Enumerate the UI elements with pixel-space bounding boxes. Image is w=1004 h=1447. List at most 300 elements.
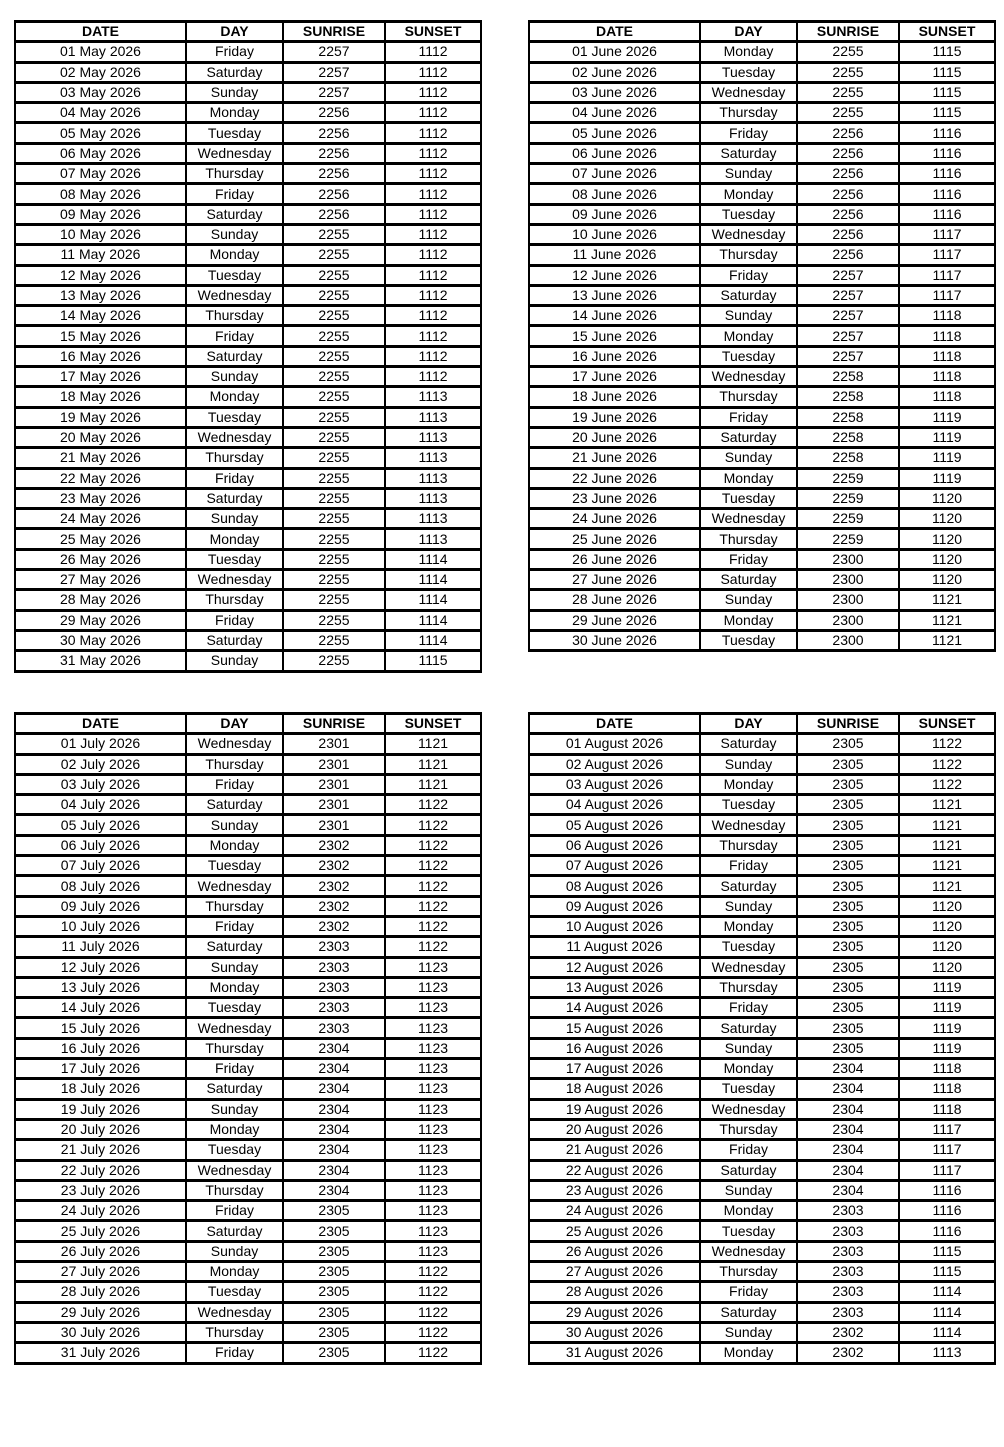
sunset-cell: 1121 xyxy=(899,630,995,650)
sunset-cell: 1121 xyxy=(899,590,995,610)
sunrise-cell: 2256 xyxy=(797,204,899,224)
sunrise-cell: 2255 xyxy=(283,387,385,407)
sunset-cell: 1112 xyxy=(385,204,481,224)
sunrise-cell: 2303 xyxy=(797,1201,899,1221)
date-cell: 30 June 2026 xyxy=(529,630,700,650)
sunset-cell: 1123 xyxy=(385,1018,481,1038)
sunset-cell: 1122 xyxy=(385,1282,481,1302)
table-row xyxy=(529,998,995,1018)
table-row xyxy=(529,529,995,549)
day-cell: Wednesday xyxy=(186,427,283,447)
day-cell: Saturday xyxy=(186,488,283,508)
date-cell: 05 August 2026 xyxy=(529,815,700,835)
date-cell: 24 August 2026 xyxy=(529,1201,700,1221)
sunset-cell: 1123 xyxy=(385,1221,481,1241)
date-cell: 10 August 2026 xyxy=(529,916,700,936)
day-cell: Saturday xyxy=(186,346,283,366)
sunrise-cell: 2255 xyxy=(283,245,385,265)
table-row xyxy=(15,610,481,630)
sunrise-cell: 2257 xyxy=(797,326,899,346)
day-cell: Sunday xyxy=(186,1099,283,1119)
sunrise-cell: 2304 xyxy=(283,1119,385,1139)
sunrise-cell: 2304 xyxy=(283,1079,385,1099)
table-row xyxy=(529,224,995,244)
sunset-cell: 1112 xyxy=(385,62,481,82)
table-row xyxy=(529,468,995,488)
sunrise-cell: 2258 xyxy=(797,427,899,447)
date-cell: 22 July 2026 xyxy=(15,1160,186,1180)
table-row xyxy=(529,937,995,957)
day-cell: Saturday xyxy=(186,62,283,82)
sunrise-cell: 2304 xyxy=(283,1038,385,1058)
table-row xyxy=(529,774,995,794)
date-cell: 08 June 2026 xyxy=(529,184,700,204)
sunset-cell: 1116 xyxy=(899,1180,995,1200)
sunrise-cell: 2255 xyxy=(283,367,385,387)
table-row xyxy=(15,651,481,671)
date-cell: 31 August 2026 xyxy=(529,1343,700,1363)
table-row xyxy=(529,306,995,326)
sunrise-cell: 2257 xyxy=(283,62,385,82)
sunrise-cell: 2256 xyxy=(283,143,385,163)
sunrise-cell: 2305 xyxy=(797,977,899,997)
table-row xyxy=(15,1160,481,1180)
sunset-cell: 1112 xyxy=(385,164,481,184)
day-cell: Friday xyxy=(186,916,283,936)
sunrise-cell: 2304 xyxy=(797,1140,899,1160)
day-cell: Friday xyxy=(186,1201,283,1221)
sunset-cell: 1115 xyxy=(385,651,481,671)
table-row xyxy=(15,1282,481,1302)
date-cell: 06 August 2026 xyxy=(529,835,700,855)
sunrise-cell: 2304 xyxy=(283,1059,385,1079)
day-cell: Tuesday xyxy=(700,62,797,82)
date-cell: 13 July 2026 xyxy=(15,977,186,997)
sunset-cell: 1115 xyxy=(899,1262,995,1282)
day-cell: Sunday xyxy=(700,896,797,916)
table-row xyxy=(15,815,481,835)
date-cell: 23 August 2026 xyxy=(529,1180,700,1200)
sunrise-cell: 2303 xyxy=(797,1282,899,1302)
date-cell: 18 June 2026 xyxy=(529,387,700,407)
table-row xyxy=(15,998,481,1018)
day-cell: Tuesday xyxy=(186,549,283,569)
table-row xyxy=(15,367,481,387)
day-cell: Tuesday xyxy=(186,856,283,876)
date-cell: 07 August 2026 xyxy=(529,856,700,876)
sunrise-cell: 2302 xyxy=(283,856,385,876)
day-cell: Wednesday xyxy=(700,957,797,977)
table-row xyxy=(15,896,481,916)
day-cell: Wednesday xyxy=(186,143,283,163)
sunrise-cell: 2301 xyxy=(283,754,385,774)
day-cell: Sunday xyxy=(700,754,797,774)
table-row xyxy=(15,1018,481,1038)
sunrise-cell: 2256 xyxy=(283,184,385,204)
table-row xyxy=(15,1059,481,1079)
date-cell: 09 June 2026 xyxy=(529,204,700,224)
sunrise-cell: 2256 xyxy=(283,164,385,184)
date-cell: 29 May 2026 xyxy=(15,610,186,630)
day-cell: Thursday xyxy=(700,1262,797,1282)
table-row xyxy=(15,285,481,305)
sunset-cell: 1117 xyxy=(899,224,995,244)
date-cell: 13 June 2026 xyxy=(529,285,700,305)
day-cell: Monday xyxy=(186,977,283,997)
sunset-cell: 1117 xyxy=(899,245,995,265)
sunrise-cell: 2259 xyxy=(797,509,899,529)
table-row xyxy=(529,754,995,774)
sunrise-cell: 2257 xyxy=(283,82,385,102)
day-cell: Thursday xyxy=(186,448,283,468)
date-cell: 28 August 2026 xyxy=(529,1282,700,1302)
sunrise-cell: 2305 xyxy=(797,1038,899,1058)
date-cell: 26 August 2026 xyxy=(529,1241,700,1261)
day-cell: Friday xyxy=(186,468,283,488)
header-row xyxy=(15,22,481,42)
table-row xyxy=(529,610,995,630)
date-cell: 31 July 2026 xyxy=(15,1343,186,1363)
date-cell: 15 August 2026 xyxy=(529,1018,700,1038)
sunset-cell: 1120 xyxy=(899,957,995,977)
day-cell: Monday xyxy=(186,1262,283,1282)
sunset-cell: 1121 xyxy=(899,815,995,835)
sunset-cell: 1112 xyxy=(385,245,481,265)
date-cell: 26 June 2026 xyxy=(529,549,700,569)
date-cell: 24 May 2026 xyxy=(15,509,186,529)
sunset-cell: 1119 xyxy=(899,448,995,468)
date-cell: 10 July 2026 xyxy=(15,916,186,936)
date-cell: 27 June 2026 xyxy=(529,570,700,590)
table-row xyxy=(15,957,481,977)
sunrise-cell: 2304 xyxy=(797,1160,899,1180)
sunrise-cell: 2256 xyxy=(797,184,899,204)
sunset-cell: 1122 xyxy=(385,1302,481,1322)
sunset-cell: 1116 xyxy=(899,1221,995,1241)
sunset-cell: 1114 xyxy=(385,549,481,569)
sunrise-cell: 2305 xyxy=(797,937,899,957)
day-cell: Sunday xyxy=(700,1322,797,1342)
sunrise-cell: 2305 xyxy=(797,1018,899,1038)
column-header-sunrise: SUNRISE xyxy=(283,22,385,42)
sunrise-cell: 2303 xyxy=(797,1302,899,1322)
date-cell: 20 July 2026 xyxy=(15,1119,186,1139)
date-cell: 17 June 2026 xyxy=(529,367,700,387)
column-header-sunrise: SUNRISE xyxy=(797,22,899,42)
day-cell: Monday xyxy=(700,1201,797,1221)
table-row xyxy=(15,1221,481,1241)
day-cell: Friday xyxy=(700,265,797,285)
day-cell: Saturday xyxy=(700,1018,797,1038)
date-cell: 23 June 2026 xyxy=(529,488,700,508)
table-row xyxy=(529,1201,995,1221)
date-cell: 10 May 2026 xyxy=(15,224,186,244)
sunset-cell: 1123 xyxy=(385,1140,481,1160)
date-cell: 17 July 2026 xyxy=(15,1059,186,1079)
sunrise-cell: 2255 xyxy=(283,549,385,569)
date-cell: 01 July 2026 xyxy=(15,734,186,754)
table-row xyxy=(529,570,995,590)
date-cell: 19 May 2026 xyxy=(15,407,186,427)
column-header-day: DAY xyxy=(700,22,797,42)
header-row xyxy=(529,714,995,734)
sunrise-cell: 2303 xyxy=(797,1262,899,1282)
day-cell: Saturday xyxy=(700,427,797,447)
date-cell: 01 May 2026 xyxy=(15,42,186,62)
table-row xyxy=(15,448,481,468)
sunrise-cell: 2259 xyxy=(797,529,899,549)
sunset-cell: 1122 xyxy=(385,937,481,957)
date-cell: 24 June 2026 xyxy=(529,509,700,529)
sunset-cell: 1122 xyxy=(385,916,481,936)
date-cell: 11 May 2026 xyxy=(15,245,186,265)
day-cell: Friday xyxy=(700,1140,797,1160)
day-cell: Monday xyxy=(186,103,283,123)
day-cell: Wednesday xyxy=(186,734,283,754)
sunset-cell: 1114 xyxy=(899,1322,995,1342)
day-cell: Friday xyxy=(186,42,283,62)
column-header-sunset: SUNSET xyxy=(899,714,995,734)
day-cell: Saturday xyxy=(700,143,797,163)
sunset-cell: 1119 xyxy=(899,1038,995,1058)
day-cell: Saturday xyxy=(186,937,283,957)
table-row xyxy=(15,1099,481,1119)
table-row xyxy=(15,1201,481,1221)
sunset-cell: 1122 xyxy=(385,835,481,855)
day-cell: Saturday xyxy=(700,1302,797,1322)
day-cell: Monday xyxy=(186,387,283,407)
sunset-cell: 1112 xyxy=(385,224,481,244)
day-cell: Friday xyxy=(186,1343,283,1363)
day-cell: Tuesday xyxy=(186,1282,283,1302)
table-row xyxy=(15,570,481,590)
table-row xyxy=(15,774,481,794)
table-row xyxy=(15,754,481,774)
sunrise-cell: 2304 xyxy=(283,1160,385,1180)
sunrise-cell: 2303 xyxy=(283,937,385,957)
day-cell: Tuesday xyxy=(700,937,797,957)
day-cell: Monday xyxy=(700,1343,797,1363)
day-cell: Sunday xyxy=(700,164,797,184)
column-header-day: DAY xyxy=(186,22,283,42)
table-row xyxy=(529,1018,995,1038)
day-cell: Sunday xyxy=(700,448,797,468)
date-cell: 07 May 2026 xyxy=(15,164,186,184)
day-cell: Sunday xyxy=(186,367,283,387)
table-row xyxy=(529,896,995,916)
sunset-cell: 1113 xyxy=(385,529,481,549)
sunset-cell: 1112 xyxy=(385,42,481,62)
day-cell: Friday xyxy=(700,856,797,876)
date-cell: 26 July 2026 xyxy=(15,1241,186,1261)
day-cell: Saturday xyxy=(700,734,797,754)
table-row xyxy=(529,285,995,305)
sunset-cell: 1112 xyxy=(385,346,481,366)
date-cell: 06 July 2026 xyxy=(15,835,186,855)
date-cell: 27 May 2026 xyxy=(15,570,186,590)
day-cell: Friday xyxy=(186,774,283,794)
sunrise-cell: 2304 xyxy=(283,1140,385,1160)
sunrise-cell: 2257 xyxy=(797,346,899,366)
column-header-sunset: SUNSET xyxy=(385,22,481,42)
table-row xyxy=(15,835,481,855)
table-row xyxy=(529,1302,995,1322)
sunrise-sunset-table-august-2026 xyxy=(528,712,996,1365)
day-cell: Saturday xyxy=(186,630,283,650)
table-row xyxy=(529,387,995,407)
date-cell: 08 May 2026 xyxy=(15,184,186,204)
sunset-cell: 1121 xyxy=(385,734,481,754)
sunrise-cell: 2255 xyxy=(283,468,385,488)
table-row xyxy=(15,184,481,204)
sunrise-cell: 2303 xyxy=(283,957,385,977)
date-cell: 09 May 2026 xyxy=(15,204,186,224)
sunset-cell: 1123 xyxy=(385,1180,481,1200)
sunset-cell: 1112 xyxy=(385,184,481,204)
sunrise-cell: 2255 xyxy=(283,488,385,508)
date-cell: 01 August 2026 xyxy=(529,734,700,754)
date-cell: 03 July 2026 xyxy=(15,774,186,794)
sunset-cell: 1120 xyxy=(899,896,995,916)
sunset-cell: 1123 xyxy=(385,1059,481,1079)
day-cell: Thursday xyxy=(186,590,283,610)
day-cell: Thursday xyxy=(186,306,283,326)
date-cell: 23 May 2026 xyxy=(15,488,186,508)
table-row xyxy=(529,123,995,143)
date-cell: 11 July 2026 xyxy=(15,937,186,957)
day-cell: Friday xyxy=(700,1282,797,1302)
day-cell: Wednesday xyxy=(186,1018,283,1038)
date-cell: 28 July 2026 xyxy=(15,1282,186,1302)
date-cell: 05 May 2026 xyxy=(15,123,186,143)
day-cell: Saturday xyxy=(186,795,283,815)
sunset-cell: 1117 xyxy=(899,285,995,305)
day-cell: Monday xyxy=(700,916,797,936)
sunset-cell: 1120 xyxy=(899,916,995,936)
date-cell: 02 July 2026 xyxy=(15,754,186,774)
sunrise-cell: 2305 xyxy=(283,1241,385,1261)
sunset-cell: 1116 xyxy=(899,184,995,204)
day-cell: Saturday xyxy=(186,1079,283,1099)
column-header-day: DAY xyxy=(700,714,797,734)
day-cell: Friday xyxy=(186,326,283,346)
sunrise-cell: 2255 xyxy=(283,346,385,366)
table-row xyxy=(15,245,481,265)
date-cell: 04 May 2026 xyxy=(15,103,186,123)
sunrise-cell: 2255 xyxy=(283,306,385,326)
sunrise-cell: 2305 xyxy=(797,916,899,936)
column-header-sunrise: SUNRISE xyxy=(283,714,385,734)
date-cell: 09 July 2026 xyxy=(15,896,186,916)
date-cell: 30 July 2026 xyxy=(15,1322,186,1342)
day-cell: Monday xyxy=(186,835,283,855)
sunrise-cell: 2255 xyxy=(797,103,899,123)
day-cell: Tuesday xyxy=(700,1221,797,1241)
sunset-cell: 1114 xyxy=(385,630,481,650)
day-cell: Saturday xyxy=(186,1221,283,1241)
sunset-cell: 1113 xyxy=(385,448,481,468)
sunset-cell: 1122 xyxy=(385,1262,481,1282)
day-cell: Thursday xyxy=(700,977,797,997)
sunrise-cell: 2255 xyxy=(283,509,385,529)
sunset-cell: 1113 xyxy=(385,387,481,407)
table-row xyxy=(15,1241,481,1261)
date-cell: 18 August 2026 xyxy=(529,1079,700,1099)
sunrise-cell: 2255 xyxy=(283,570,385,590)
sunset-cell: 1115 xyxy=(899,103,995,123)
table-row xyxy=(15,734,481,754)
column-header-day: DAY xyxy=(186,714,283,734)
sunset-cell: 1112 xyxy=(385,265,481,285)
sunrise-cell: 2305 xyxy=(283,1322,385,1342)
day-cell: Sunday xyxy=(186,224,283,244)
table-row xyxy=(529,488,995,508)
table-row xyxy=(529,1282,995,1302)
table-row xyxy=(529,245,995,265)
column-header-sunrise: SUNRISE xyxy=(797,714,899,734)
sunset-cell: 1118 xyxy=(899,1079,995,1099)
sunrise-cell: 2305 xyxy=(797,856,899,876)
sunset-cell: 1113 xyxy=(899,1343,995,1363)
day-cell: Monday xyxy=(700,184,797,204)
day-cell: Monday xyxy=(700,610,797,630)
sunset-cell: 1122 xyxy=(385,1343,481,1363)
sunset-cell: 1122 xyxy=(899,774,995,794)
sunset-cell: 1114 xyxy=(385,590,481,610)
sunrise-cell: 2303 xyxy=(283,1018,385,1038)
sunrise-cell: 2305 xyxy=(797,896,899,916)
sunrise-cell: 2305 xyxy=(797,998,899,1018)
day-cell: Wednesday xyxy=(186,1160,283,1180)
day-cell: Wednesday xyxy=(186,285,283,305)
sunrise-cell: 2255 xyxy=(283,407,385,427)
sunrise-cell: 2301 xyxy=(283,795,385,815)
day-cell: Sunday xyxy=(186,1241,283,1261)
date-cell: 20 June 2026 xyxy=(529,427,700,447)
date-cell: 14 July 2026 xyxy=(15,998,186,1018)
sunrise-cell: 2255 xyxy=(797,82,899,102)
date-cell: 27 July 2026 xyxy=(15,1262,186,1282)
sunset-cell: 1113 xyxy=(385,407,481,427)
day-cell: Thursday xyxy=(186,164,283,184)
day-cell: Wednesday xyxy=(186,876,283,896)
table-row xyxy=(529,815,995,835)
day-cell: Wednesday xyxy=(700,82,797,102)
table-row xyxy=(15,1302,481,1322)
date-cell: 03 June 2026 xyxy=(529,82,700,102)
table-row xyxy=(529,1180,995,1200)
sunset-cell: 1112 xyxy=(385,306,481,326)
sunset-cell: 1121 xyxy=(899,610,995,630)
table-row xyxy=(529,448,995,468)
header-row xyxy=(529,22,995,42)
table-row xyxy=(529,549,995,569)
date-cell: 14 May 2026 xyxy=(15,306,186,326)
sunrise-cell: 2255 xyxy=(283,651,385,671)
sunset-cell: 1121 xyxy=(899,856,995,876)
sunrise-cell: 2303 xyxy=(283,977,385,997)
day-cell: Tuesday xyxy=(700,630,797,650)
date-cell: 18 May 2026 xyxy=(15,387,186,407)
table-row xyxy=(529,326,995,346)
sunset-cell: 1114 xyxy=(385,570,481,590)
day-cell: Thursday xyxy=(186,1180,283,1200)
day-cell: Sunday xyxy=(700,1038,797,1058)
table-row xyxy=(529,427,995,447)
day-cell: Friday xyxy=(186,184,283,204)
sunrise-cell: 2305 xyxy=(797,774,899,794)
table-row xyxy=(15,468,481,488)
